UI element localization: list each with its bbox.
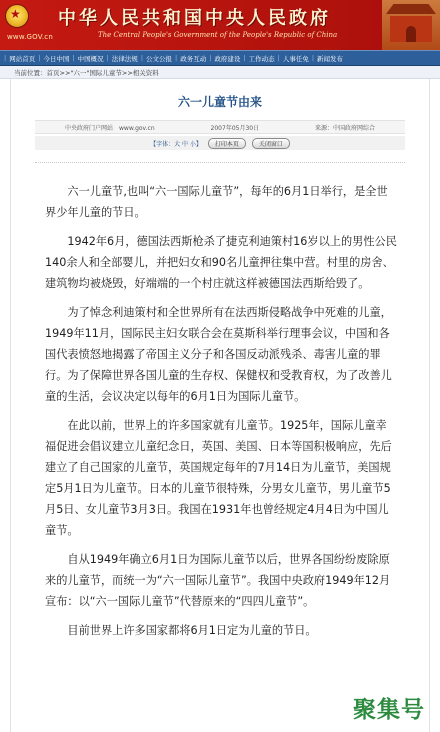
nav-item-china-overview[interactable]: 中国概况: [77, 54, 104, 63]
nav-item-appointments[interactable]: 人事任免: [282, 54, 309, 63]
nav-item-gov-building[interactable]: 政府建设: [214, 54, 241, 63]
nav-item-work-news[interactable]: 工作动态: [248, 54, 275, 63]
article-paragraph: 六一儿童节,也叫“六一国际儿童节”，每年的6月1日举行，是全世界少年儿童的节日。: [45, 185, 388, 219]
nav-item-interaction[interactable]: 政务互动: [180, 54, 207, 63]
article-date: 2007年05月30日: [210, 124, 260, 132]
article-title: 六一儿童节由来: [177, 95, 262, 109]
article-paragraph: 目前世界上许多国家都将6月1日定为儿童的节日。: [67, 624, 317, 637]
nav-item-laws[interactable]: 法律法规: [111, 54, 138, 63]
font-size-selector[interactable]: 【字体：大 中 小】: [150, 140, 202, 148]
article-tools: [35, 136, 405, 150]
national-emblem-icon: ★: [5, 4, 29, 28]
article-source: 中央政府门户网站 www.gov.cn: [65, 124, 155, 132]
article-body: [11, 163, 429, 641]
article-paragraph: 1942年6月，德国法西斯枪杀了捷克利迪策村16岁以上的男性公民140余人和全部婴儿，并把妇女和90名儿童押往集中营。村里的房舍、建筑物均被烧毁，好端端的一个村庄就这样被德国法西斯给毁了。: [45, 235, 397, 290]
site-subtitle: The Central People's Government of the People's Republic of China: [98, 31, 338, 39]
breadcrumb-label: 当前位置：: [14, 68, 47, 77]
site-url: www.GOV.cn: [7, 33, 53, 41]
article-container: [10, 79, 430, 732]
breadcrumb-path[interactable]: 首页>>"六一"国际儿童节>>相关资料: [46, 68, 159, 77]
tiananmen-gate-icon: [382, 0, 440, 50]
nav-item-documents[interactable]: 公文公报: [146, 54, 173, 63]
close-window-button[interactable]: 关闭窗口: [252, 138, 290, 149]
nav-item-home[interactable]: 网站首页: [9, 54, 36, 63]
article-paragraph: 自从1949年确立6月1日为国际儿童节以后，世界各国纷纷废除原来的儿童节，而统一为“六一国际儿童节”。我国中央政府1949年12月宣布：以“六一国际儿童节”代替原来的“四四儿童节”。: [45, 553, 391, 608]
main-nav: | 网站首页 | 今日中国 | 中国概况 | 法律法规 | 公文公报 | 政务互动 | 政府建设 | 工作动态 | 人事任免 | 新闻发布: [0, 50, 440, 66]
site-title: 中华人民共和国中央人民政府: [58, 8, 331, 29]
article-paragraph: 为了悼念利迪策村和全世界所有在法西斯侵略战争中死难的儿童，1949年11月，国际民主妇女联合会在莫斯科举行理事会议，中国和各国代表愤怒地揭露了帝国主义分子和各国反动派残杀、毒害儿童的罪行。为了保障世界各国儿童的生存权、保健权和受教育权，为了改善儿童的生活，会议决定以每年的6月1日为国际儿童节。: [45, 306, 392, 403]
article-origin: 来源：中国政府网综合: [314, 124, 375, 132]
print-button[interactable]: 打印本页: [208, 138, 246, 149]
nav-item-today-china[interactable]: 今日中国: [43, 54, 70, 63]
article-meta: [35, 120, 405, 134]
watermark-logo: 聚集号: [353, 697, 425, 723]
nav-item-press[interactable]: 新闻发布: [317, 54, 344, 63]
site-header: [0, 0, 440, 50]
breadcrumb: [0, 66, 440, 79]
article-paragraph: 在此以前，世界上的许多国家就有儿童节。1925年，国际儿童幸福促进会倡议建立儿童纪念日，英国、美国、日本等国积极响应，先后建立了自己国家的儿童节，英国规定每年的7月14日为儿童节，美国规定5月1日为儿童节。日本的儿童节很特殊，分男女儿童节，男儿童节5月5日、女儿童节3月3日。我国在1931年也曾经规定4月4日为中国儿童节。: [45, 419, 392, 537]
